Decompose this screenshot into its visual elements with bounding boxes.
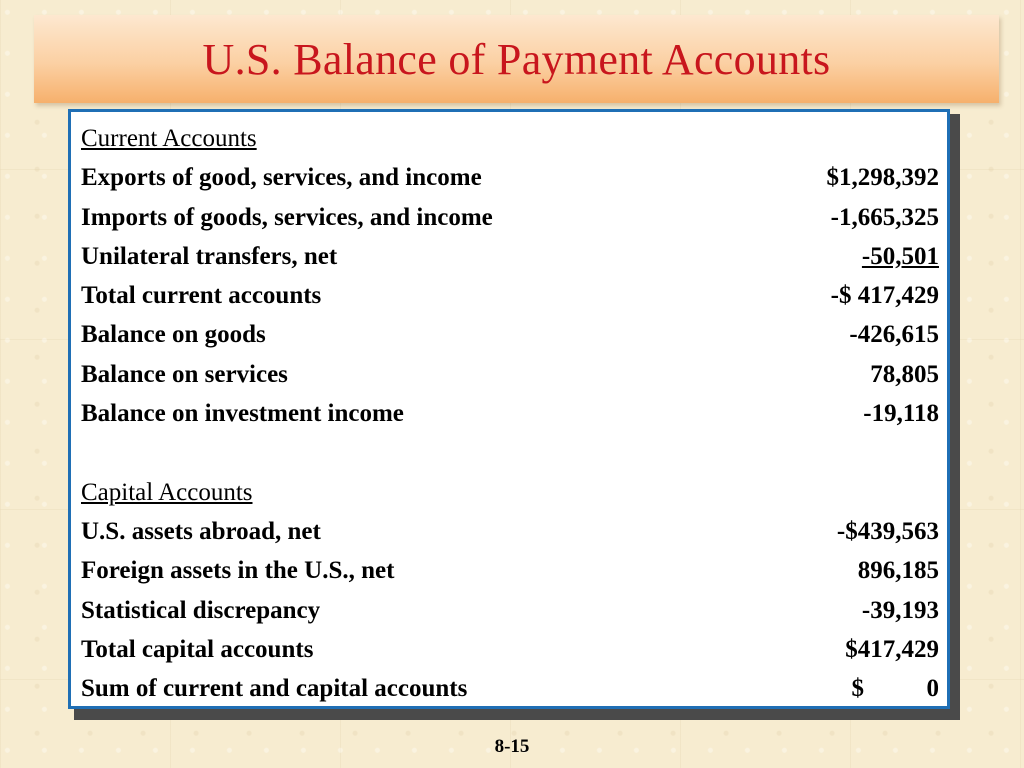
row-value: $ 0 bbox=[851, 675, 939, 703]
table-row bbox=[81, 203, 939, 242]
table-row bbox=[81, 517, 939, 556]
table-row bbox=[81, 399, 939, 438]
capital-accounts-heading: Capital Accounts bbox=[81, 478, 253, 506]
table-row bbox=[81, 281, 939, 320]
row-label: Foreign assets in the U.S., net bbox=[81, 557, 395, 585]
page-number: 8-15 bbox=[494, 736, 530, 757]
row-label: Total current accounts bbox=[81, 282, 322, 310]
row-value: $417,429 bbox=[845, 635, 939, 663]
row-value: -$439,563 bbox=[836, 517, 939, 545]
row-label: Sum of current and capital accounts bbox=[81, 675, 468, 703]
row-value: $1,298,392 bbox=[826, 164, 939, 192]
row-value: 78,805 bbox=[870, 360, 939, 388]
capital-accounts-heading-row bbox=[81, 478, 939, 517]
row-label: Statistical discrepancy bbox=[81, 596, 321, 624]
row-label: Total capital accounts bbox=[81, 635, 314, 663]
row-label: U.S. assets abroad, net bbox=[81, 517, 321, 545]
row-value: -1,665,325 bbox=[830, 203, 939, 231]
accounts-panel bbox=[68, 109, 950, 709]
slide-title: U.S. Balance of Payment Accounts bbox=[202, 34, 831, 84]
row-value: -19,118 bbox=[863, 400, 939, 428]
row-label: Balance on investment income bbox=[81, 400, 404, 428]
current-accounts-heading: Current Accounts bbox=[81, 125, 257, 152]
table-row bbox=[81, 635, 939, 674]
table-row bbox=[81, 596, 939, 635]
row-label: Balance on services bbox=[81, 360, 288, 388]
row-value: -426,615 bbox=[849, 321, 939, 349]
table-row bbox=[81, 242, 939, 281]
accounts-table bbox=[81, 124, 939, 713]
current-accounts-heading-row bbox=[81, 124, 939, 163]
row-label: Imports of goods, services, and income bbox=[81, 203, 493, 231]
table-row bbox=[81, 320, 939, 359]
title-banner bbox=[34, 15, 999, 103]
table-row bbox=[81, 360, 939, 399]
table-row bbox=[81, 556, 939, 595]
row-value: -50,501 bbox=[861, 242, 939, 270]
row-label: Exports of good, services, and income bbox=[81, 164, 482, 192]
table-row bbox=[81, 674, 939, 713]
section-spacer bbox=[81, 438, 939, 477]
row-label: Balance on goods bbox=[81, 321, 266, 349]
row-value: -$ 417,429 bbox=[830, 282, 939, 310]
table-row bbox=[81, 163, 939, 202]
row-label: Unilateral transfers, net bbox=[81, 242, 338, 270]
row-value: 896,185 bbox=[857, 557, 939, 585]
row-value: -39,193 bbox=[861, 596, 939, 624]
